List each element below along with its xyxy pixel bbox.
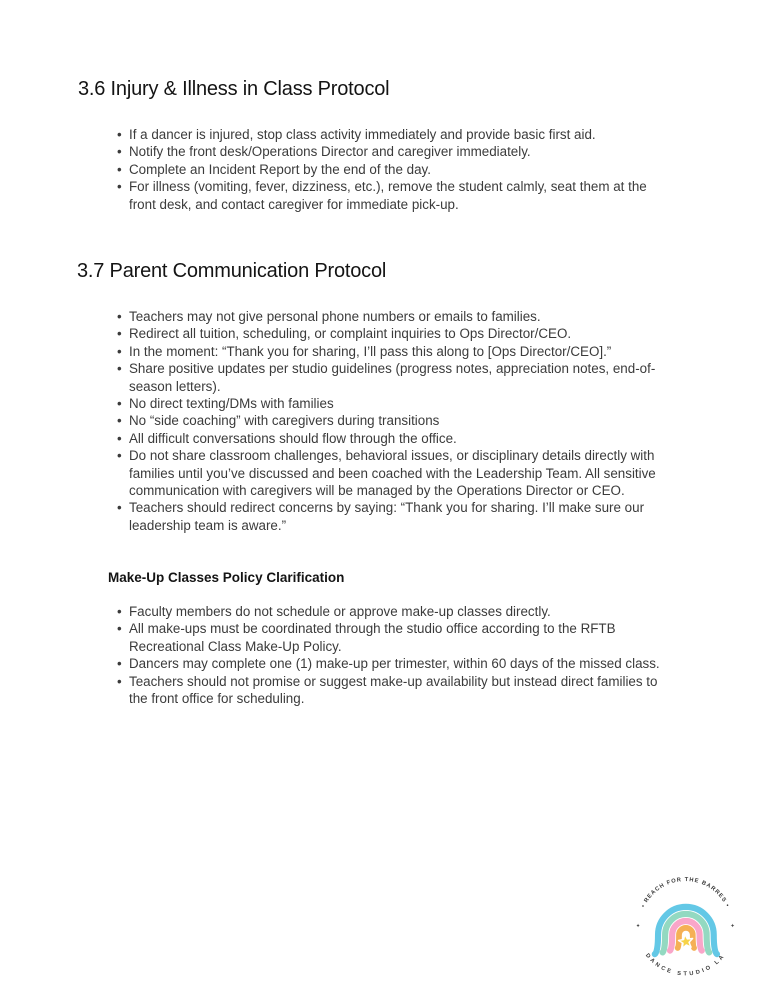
bullet-item: • Share positive updates per studio guidelines (progress notes, appreciation notes, end-of-season letters). bbox=[116, 360, 668, 395]
bullet-item: • No “side coaching” with caregivers during transitions bbox=[116, 412, 668, 429]
bullet-item: • For illness (vomiting, fever, dizziness, etc.), remove the student calmly, seat them at the front desk, and contact caregiver for immediate pick-up. bbox=[116, 178, 668, 213]
bullet-item: • Notify the front desk/Operations Director and caregiver immediately. bbox=[116, 143, 668, 160]
bullet-item: • Do not share classroom challenges, behavioral issues, or disciplinary details directly with families until you’ve discussed and been coached with the Leadership Team. All sensitive communication with caregivers will be managed by the Operations Director or CEO. bbox=[116, 447, 668, 499]
subsection-heading-makeup-classes: Make-Up Classes Policy Clarification bbox=[108, 570, 345, 585]
bullet-item: • Dancers may complete one (1) make-up per trimester, within 60 days of the missed class. bbox=[116, 655, 668, 672]
bullet-list-injury-illness bbox=[116, 126, 668, 213]
bullet-item: • If a dancer is injured, stop class activity immediately and provide basic first aid. bbox=[116, 126, 668, 143]
bullet-list-parent-communication bbox=[116, 308, 668, 534]
bullet-item: • Teachers should not promise or suggest make-up availability but instead direct families to the front office for scheduling. bbox=[116, 673, 668, 708]
logo-arc-text-bottom: DANCE STUDIO LA bbox=[643, 952, 727, 978]
bullet-item: • In the moment: “Thank you for sharing, I’ll pass this along to [Ops Director/CEO].” bbox=[116, 343, 668, 360]
section-heading-parent-communication: 3.7 Parent Communication Protocol bbox=[77, 260, 387, 282]
bullet-item: • Complete an Incident Report by the end of the day. bbox=[116, 161, 668, 178]
sparkle-left-icon: ✦ bbox=[635, 923, 641, 930]
bullet-item: • Teachers should redirect concerns by saying: “Thank you for sharing. I’ll make sure our leadership team is aware.” bbox=[116, 499, 668, 534]
logo-arc-text-top: • REACH FOR THE BARRES • bbox=[640, 876, 731, 909]
bullet-item: • Teachers may not give personal phone numbers or emails to families. bbox=[116, 308, 668, 325]
bullet-item: • Faculty members do not schedule or approve make-up classes directly. bbox=[116, 603, 668, 620]
studio-logo bbox=[632, 872, 738, 978]
rainbow-badge-icon bbox=[632, 872, 738, 978]
sparkle-right-icon: ✦ bbox=[730, 923, 736, 930]
bullet-list-makeup-classes bbox=[116, 603, 668, 707]
bullet-item: • Redirect all tuition, scheduling, or complaint inquiries to Ops Director/CEO. bbox=[116, 325, 668, 342]
section-heading-injury-illness: 3.6 Injury & Illness in Class Protocol bbox=[78, 78, 390, 100]
bullet-item: • No direct texting/DMs with families bbox=[116, 395, 668, 412]
bullet-item: • All difficult conversations should flow through the office. bbox=[116, 430, 668, 447]
bullet-item: • All make-ups must be coordinated through the studio office according to the RFTB Recreational Class Make-Up Policy. bbox=[116, 620, 668, 655]
